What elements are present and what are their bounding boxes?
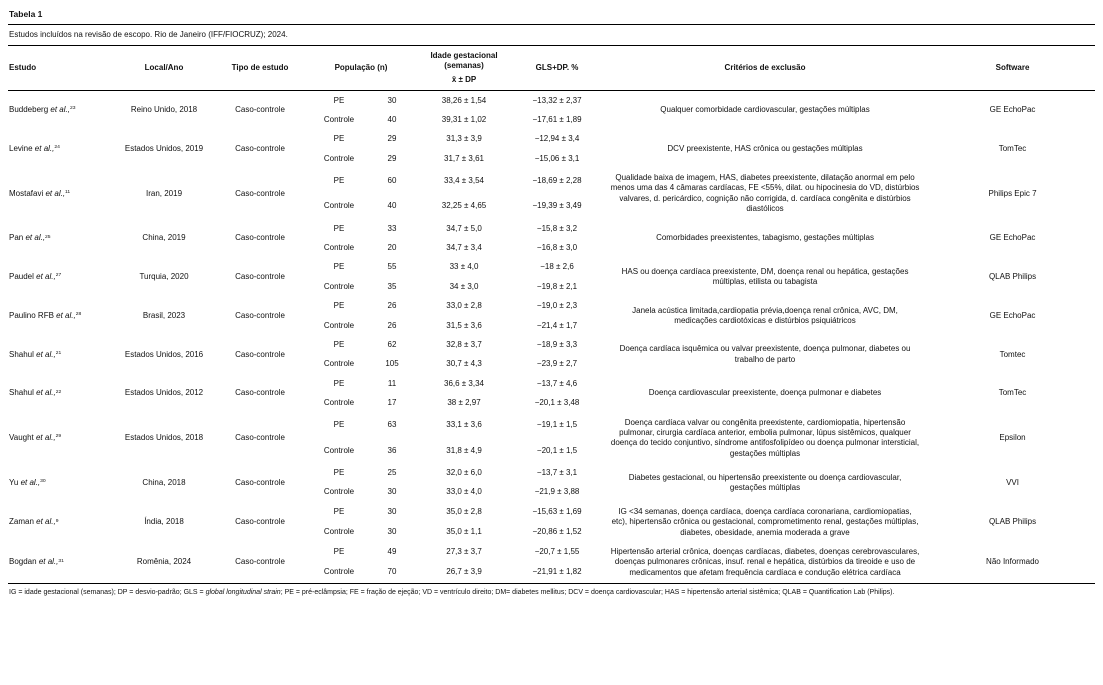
group-sample-size: 26 (387, 301, 397, 311)
group-label: PE (333, 468, 345, 478)
study-name (8, 464, 116, 503)
study-exclusion-criteria: HAS ou doença cardíaca preexistente, DM, doença renal ou hepática, gestações múltiplas, etilista ou tabagista (621, 266, 909, 287)
study-reference-number: 28 (75, 312, 82, 318)
group-gls-value: −20,1 ± 3,48 (534, 398, 580, 408)
study-etal: et al., (20, 477, 41, 487)
study-software: TomTec (998, 143, 1027, 153)
study-exclusion-criteria: DCV preexistente, HAS crônica ou gestações múltiplas (667, 143, 863, 153)
group-gls-value: −13,7 ± 3,1 (536, 468, 578, 478)
col-header-tipo: Tipo de estudo (231, 63, 289, 72)
study-exclusion-criteria: Qualquer comorbidade cardiovascular, gestações múltiplas (660, 105, 870, 115)
study-row (8, 413, 1095, 438)
group-gls-value: −19,1 ± 1,5 (536, 420, 578, 430)
study-row (8, 91, 1095, 111)
study-location-year: Turquia, 2020 (139, 272, 189, 282)
study-software: Philips Epic 7 (988, 188, 1037, 198)
study-software: QLAB Philips (988, 272, 1037, 282)
group-label: PE (333, 223, 345, 233)
study-reference-number: 21 (55, 350, 62, 356)
study-location-year: Índia, 2018 (144, 517, 184, 527)
group-gestational-age: 26,7 ± 3,9 (446, 567, 482, 577)
study-reference-number: 9 (55, 518, 59, 524)
study-name (8, 130, 116, 169)
study-author: Vaught (9, 433, 36, 443)
group-gestational-age: 35,0 ± 1,1 (446, 527, 482, 537)
group-gestational-age: 32,8 ± 3,7 (446, 339, 482, 349)
study-etal: et al., (25, 233, 46, 243)
group-sample-size: 30 (387, 507, 397, 517)
table-title: Tabela 1 (8, 6, 1095, 25)
group-gls-value: −23,9 ± 2,7 (536, 359, 578, 369)
group-sample-size: 30 (387, 95, 397, 105)
group-gestational-age: 31,5 ± 3,6 (446, 320, 482, 330)
study-exclusion-criteria: Comorbidades preexistentes, tabagismo, gestações múltiplas (656, 233, 874, 243)
group-gls-value: −21,4 ± 1,7 (536, 320, 578, 330)
study-row (8, 169, 1095, 194)
group-gestational-age: 36,6 ± 3,34 (444, 378, 484, 388)
study-author: Shahul (9, 388, 37, 398)
group-label: PE (333, 95, 345, 105)
group-gestational-age: 31,7 ± 3,61 (444, 153, 484, 163)
col-header-estudo: Estudo (9, 63, 37, 72)
study-design: Caso-controle (235, 188, 285, 198)
study-software: Tomtec (999, 349, 1026, 359)
group-label: Controle (323, 445, 355, 455)
group-sample-size: 30 (387, 527, 397, 537)
group-sample-size: 70 (387, 567, 397, 577)
group-gls-value: −17,61 ± 1,89 (532, 114, 582, 124)
study-exclusion-criteria: IG <34 semanas, doença cardíaca, doença cardíaca coronariana, cardiomiopatias, etc), hipertensão crônica ou gestacional, comprometimento renal, gestações múltiplas, diabetes, obesidade, anemia moderada a grave (611, 506, 919, 537)
study-location-year: Brasil, 2023 (142, 310, 186, 320)
group-sample-size: 63 (387, 420, 397, 430)
group-gestational-age: 34 ± 3,0 (449, 281, 479, 291)
table-header (8, 46, 1095, 91)
group-sample-size: 30 (387, 487, 397, 497)
group-sample-size: 49 (387, 547, 397, 557)
study-etal: et al., (45, 188, 66, 198)
group-gestational-age: 34,7 ± 3,4 (446, 243, 482, 253)
study-etal: et al., (38, 557, 59, 567)
study-reference-number: 22 (55, 389, 62, 395)
group-gestational-age: 34,7 ± 5,0 (446, 223, 482, 233)
group-gestational-age: 35,0 ± 2,8 (446, 507, 482, 517)
group-sample-size: 29 (387, 134, 397, 144)
study-etal: et al., (36, 517, 56, 527)
study-exclusion-criteria: Janela acústica limitada,cardiopatia prévia,doença renal crônica, AVC, DM, medicações cardiotóxicas e distúrbios psiquiátricos (632, 305, 898, 326)
study-location-year: China, 2019 (142, 233, 186, 243)
group-label: Controle (323, 201, 355, 211)
study-author: Buddeberg (9, 105, 51, 115)
group-gestational-age: 33,4 ± 3,54 (444, 176, 484, 185)
group-sample-size: 55 (387, 262, 397, 272)
group-gestational-age: 39,31 ± 1,02 (441, 114, 487, 124)
study-row (8, 374, 1095, 393)
col-header-criterios: Critérios de exclusão (724, 63, 806, 72)
study-exclusion-criteria: Qualidade baixa de imagem, HAS, diabetes preexistente, dilatação anormal em pelo menos uma das 4 câmaras cardíacas, FE <55%, dilat. ou hipocinesia do VD, distúrbios valvares, d. pericárdico, cognição não corrigida, d. cardíaca congênita e distúrbios diastólicos (610, 173, 920, 214)
study-exclusion-criteria: Doença cardíaca valvar ou congênita preexistente, cardiomiopatia, hipertensão pulmonar, cirurgia cardíaca anterior, embolia pulmonar, lúpus sistêmicos, qualquer doença do tecido conjuntivo, síndrome antifosfolipídeo ou doença pulmonar intersticial, gestações múltiplas (610, 417, 920, 458)
group-label: PE (333, 262, 345, 272)
group-label: Controle (323, 398, 355, 408)
study-author: Mostafavi (9, 188, 46, 198)
group-sample-size: 62 (387, 339, 397, 349)
group-gls-value: −12,94 ± 3,4 (534, 134, 580, 144)
group-sample-size: 40 (387, 201, 397, 211)
footnote-text-pre: IG = idade gestacional (semanas); DP = desvio-padrão; GLS = (9, 588, 206, 596)
study-row (8, 335, 1095, 354)
group-label: PE (333, 547, 345, 557)
col-header-local: Local/Ano (144, 63, 184, 72)
study-author: Levine (9, 143, 35, 153)
group-gestational-age: 38,26 ± 1,54 (441, 95, 487, 105)
study-reference-number: 23 (69, 106, 76, 112)
study-design: Caso-controle (235, 349, 285, 359)
study-design: Caso-controle (235, 433, 285, 443)
study-reference-number: 29 (55, 434, 62, 440)
group-label: PE (333, 301, 345, 311)
col-header-software: Software (995, 63, 1030, 72)
group-sample-size: 20 (387, 243, 397, 253)
study-name (8, 258, 116, 297)
group-sample-size: 60 (387, 176, 397, 185)
group-gestational-age: 33 ± 4,0 (449, 262, 479, 272)
study-location-year: Reino Unido, 2018 (130, 105, 198, 115)
group-sample-size: 35 (387, 281, 397, 291)
group-gestational-age: 32,25 ± 4,65 (441, 201, 487, 211)
group-label: Controle (323, 281, 355, 291)
group-gls-value: −19,0 ± 2,3 (536, 301, 578, 311)
table-caption: Estudos incluídos na revisão de escopo. Rio de Janeiro (IFF/FIOCRUZ); 2024. (8, 25, 1095, 46)
group-gls-value: −15,63 ± 1,69 (532, 507, 582, 517)
group-label: PE (333, 339, 345, 349)
study-software: TomTec (998, 388, 1027, 398)
study-row (8, 464, 1095, 483)
group-sample-size: 17 (387, 398, 397, 408)
abbreviations-footnote (8, 584, 1095, 599)
study-row (8, 297, 1095, 316)
group-label: Controle (323, 527, 355, 537)
study-etal: et al., (56, 310, 76, 320)
group-sample-size: 40 (387, 114, 397, 124)
group-label: PE (333, 507, 345, 517)
study-author: Bogdan (9, 557, 39, 567)
study-etal: et al., (36, 272, 56, 282)
study-row (8, 543, 1095, 563)
studies-table (8, 46, 1095, 584)
group-gls-value: −13,32 ± 2,37 (532, 95, 582, 105)
col-header-idade-line1: Idade gestacional (semanas) (430, 51, 498, 70)
group-label: PE (333, 420, 345, 430)
group-gls-value: −15,8 ± 3,2 (536, 223, 578, 233)
study-etal: et al., (35, 433, 56, 443)
group-label: PE (333, 134, 345, 144)
group-label: PE (333, 378, 345, 388)
study-software: GE EchoPac (989, 310, 1036, 320)
study-software: Epsilon (999, 433, 1026, 443)
footnote-text-post: ; PE = pré-eclâmpsia; FE = fração de ejeção; VD = ventrículo direito; DM= diabetes mellitus; DCV = doença cardiovascular; HAS = hipertensão arterial sistêmica; QLAB = Quantification Lab (Philips). (280, 588, 895, 596)
study-software: QLAB Philips (988, 517, 1037, 527)
footnote-text-italic: global longitudinal strain (205, 588, 281, 596)
study-reference-number: 11 (65, 189, 71, 195)
study-software: Não Informado (986, 557, 1039, 567)
study-location-year: Estados Unidos, 2016 (124, 349, 204, 359)
group-label: PE (333, 176, 345, 185)
study-exclusion-criteria: Diabetes gestacional, ou hipertensão preexistente ou doença cardiovascular, gestações múltiplas (628, 472, 902, 492)
study-name (8, 91, 116, 130)
study-software: GE EchoPac (989, 105, 1036, 115)
group-gls-value: −16,8 ± 3,0 (536, 243, 578, 253)
group-gestational-age: 27,3 ± 3,7 (446, 547, 482, 557)
study-name (8, 502, 116, 542)
study-location-year: Estados Unidos, 2019 (124, 143, 204, 153)
group-gls-value: −13,7 ± 4,6 (536, 378, 578, 388)
group-gls-value: −18,69 ± 2,28 (532, 176, 582, 185)
study-exclusion-criteria: Hipertensão arterial crônica, doenças cardíacas, diabetes, doenças cerebrovasculares, doenças pulmonares crônicas, insuf. renal e hepática, distúrbios da tireoide e uso de medicamentos que afetam frequência cardíaca e condução elétrica cardíaca (610, 547, 920, 577)
group-sample-size: 36 (387, 445, 397, 455)
study-etal: et al., (36, 349, 56, 359)
group-sample-size: 33 (387, 223, 397, 233)
study-design: Caso-controle (235, 517, 285, 527)
group-gls-value: −20,7 ± 1,55 (534, 547, 580, 557)
group-gestational-age: 33,0 ± 4,0 (446, 487, 482, 497)
study-reference-number: 27 (55, 273, 62, 279)
group-gestational-age: 31,3 ± 3,9 (446, 134, 482, 144)
group-sample-size: 11 (387, 378, 397, 388)
study-name (8, 413, 116, 464)
study-etal: et al., (50, 105, 70, 115)
study-row (8, 219, 1095, 238)
col-header-idade (414, 46, 514, 91)
group-gls-value: −20,86 ± 1,52 (532, 527, 582, 537)
group-gls-value: −21,91 ± 1,82 (532, 567, 582, 577)
study-author: Paudel (9, 272, 37, 282)
study-design: Caso-controle (235, 310, 285, 320)
study-author: Pan (9, 233, 26, 243)
group-sample-size: 29 (387, 153, 397, 163)
study-name (8, 169, 116, 220)
study-author: Yu (9, 477, 21, 487)
group-label: Controle (323, 487, 355, 497)
col-header-gls: GLS+DP. % (535, 63, 579, 72)
study-design: Caso-controle (235, 477, 285, 487)
col-header-idade-line2: x̄ ± DP (451, 75, 477, 84)
study-author: Zaman (9, 517, 37, 527)
group-sample-size: 105 (385, 359, 399, 369)
group-sample-size: 26 (387, 320, 397, 330)
study-design: Caso-controle (235, 388, 285, 398)
study-exclusion-criteria: Doença cardíaca isquêmica ou valvar preexistente, doença pulmonar, diabetes ou trabalho de parto (619, 344, 911, 364)
study-row (8, 130, 1095, 149)
study-etal: et al., (36, 388, 56, 398)
study-design: Caso-controle (235, 557, 285, 567)
col-header-populacao: População (n) (334, 63, 388, 72)
study-name (8, 543, 116, 584)
group-gls-value: −21,9 ± 3,88 (534, 487, 580, 497)
study-row (8, 258, 1095, 277)
study-location-year: Romênia, 2024 (136, 557, 192, 567)
group-label: Controle (323, 359, 355, 369)
group-gls-value: −18 ± 2,6 (540, 262, 574, 272)
studies-body (8, 91, 1095, 584)
group-gestational-age: 32,0 ± 6,0 (446, 468, 482, 478)
header-row (8, 46, 1095, 91)
study-reference-number: 30 (40, 479, 46, 485)
study-reference-number: 25 (45, 234, 51, 240)
study-design: Caso-controle (235, 233, 285, 243)
group-gestational-age: 30,7 ± 4,3 (446, 359, 482, 369)
study-row (8, 502, 1095, 522)
group-label: Controle (323, 243, 355, 253)
study-software: VVI (1006, 477, 1019, 487)
study-name (8, 374, 116, 413)
group-gestational-age: 31,8 ± 4,9 (446, 445, 482, 455)
group-gls-value: −19,8 ± 2,1 (536, 281, 578, 291)
group-gestational-age: 33,1 ± 3,6 (446, 420, 482, 430)
study-etal: et al., (34, 143, 55, 153)
group-gestational-age: 38 ± 2,97 (447, 398, 481, 408)
group-sample-size: 25 (387, 468, 397, 478)
study-design: Caso-controle (235, 143, 285, 153)
study-reference-number: 24 (54, 145, 60, 151)
group-gls-value: −18,9 ± 3,3 (536, 339, 578, 349)
study-name (8, 335, 116, 374)
study-author: Paulino RFB (9, 310, 57, 320)
study-location-year: Estados Unidos, 2012 (124, 388, 204, 398)
study-name (8, 219, 116, 258)
group-label: Controle (323, 153, 355, 163)
group-gls-value: −15,06 ± 3,1 (534, 153, 580, 163)
group-gestational-age: 33,0 ± 2,8 (446, 301, 482, 311)
study-name (8, 297, 116, 336)
group-gls-value: −19,39 ± 3,49 (532, 201, 582, 211)
study-location-year: Iran, 2019 (145, 188, 183, 198)
study-location-year: China, 2018 (142, 477, 186, 487)
study-software: GE EchoPac (989, 233, 1036, 243)
study-exclusion-criteria: Doença cardiovascular preexistente, doença pulmonar e diabetes (648, 388, 882, 398)
study-author: Shahul (9, 349, 37, 359)
group-label: Controle (323, 320, 355, 330)
study-location-year: Estados Unidos, 2018 (124, 433, 204, 443)
study-design: Caso-controle (235, 272, 285, 282)
group-label: Controle (323, 567, 355, 577)
study-design: Caso-controle (235, 105, 285, 115)
study-reference-number: 31 (58, 558, 64, 564)
group-label: Controle (323, 114, 355, 124)
group-gls-value: −20,1 ± 1,5 (536, 445, 578, 455)
